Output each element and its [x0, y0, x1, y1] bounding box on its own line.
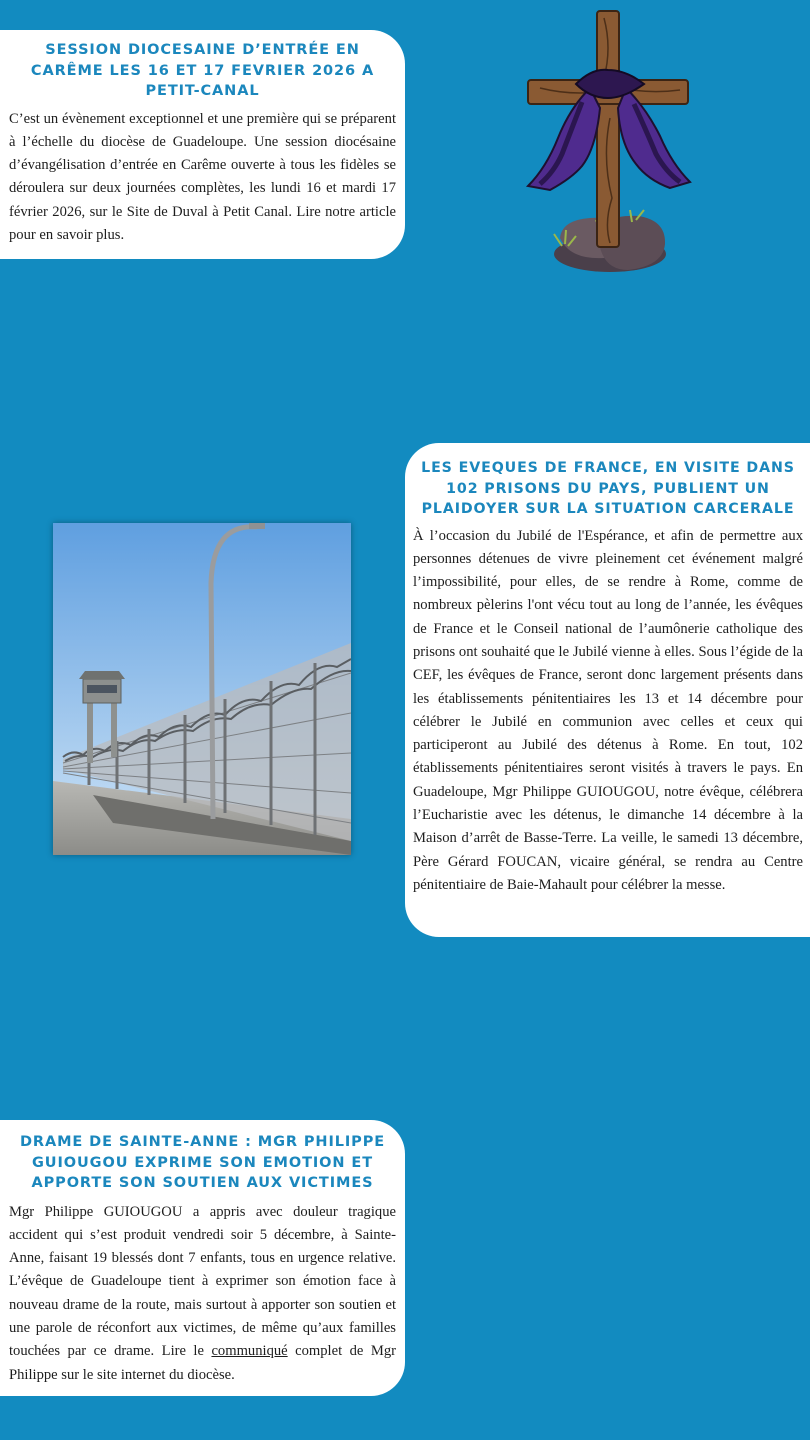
guard-tower-roof — [79, 671, 125, 679]
article-title-sainte-anne[interactable]: DRAME DE SAINTE-ANNE : MGR PHILIPPE GUIOUGOU EXPRIME SON EMOTION ET APPORTE SON SOUTIEN AUX VICTIMES — [19, 1134, 386, 1191]
article-title-prisons[interactable]: LES EVEQUES DE FRANCE, EN VISITE DANS 102 PRISONS DU PAYS, PUBLIENT UN PLAIDOYER SUR LA SITUATION CARCERALE — [421, 460, 795, 517]
article-card-prisons — [405, 443, 810, 937]
prison-fence-photo — [53, 523, 351, 855]
street-lamp-head — [249, 523, 265, 529]
article-card-sainte-anne — [0, 1120, 405, 1396]
article-body-sainte-anne-part1: Mgr Philippe GUIOUGOU a appris avec douleur tragique accident qui s’est produit vendredi soir 5 décembre, à Sainte-Anne, faisant 19 blessés dont 7 enfants, tous en urgence relative. L’évêque de Guadeloupe tient à exprimer son émotion face à nouveau drame de la route, mais surtout à apporter son soutien et une parole de réconfort aux victimes, de même qu’aux familles touchées par ce drame. Lire le — [9, 1203, 396, 1360]
article-title-lent-session[interactable]: SESSION DIOCESAINE D’ENTRÉE EN CARÊME LES 16 ET 17 FEVRIER 2026 A PETIT-CANAL — [30, 42, 375, 99]
article-body-sainte-anne — [9, 1201, 396, 1387]
article-body-sainte-anne-part2: complet de Mgr Philippe sur le site internet du diocèse. — [9, 1343, 396, 1383]
article-body-prisons: À l’occasion du Jubilé de l'Espérance, et afin de permettre aux personnes détenues de vivre pleinement cet événement malgré l’impossibilité, pour elles, de se rendre à Rome, comme de nombreux pèlerins l'ont vécu tout au long de l’année, les évêques de France et le Conseil national de l’aumônerie catholique des prisons ont souhaité que le Jubilé vienne à elles. Sous l’égide de la CEF, les évêques de France, seront donc largement présents dans les établissements pénitentiaires les 13 et 14 décembre pour célébrer le Jubilé en communion avec celles et ceux qui participeront au Jubilé des détenus à Rome. En tout, 102 établissements pénitentiaires seront visités à travers le pays. En Guadeloupe, Mgr Philippe GUIOUGOU, notre évêque, célébrera l’Eucharistie avec les détenus, le dimanche 14 décembre à la Maison d’arrêt de Basse-Terre. La veille, le samedi 13 décembre, Père Gérard FOUCAN, vicaire général, se rendra au Centre pénitentiaire de Baie-Mahault pour célébrer la messe. — [413, 527, 803, 893]
communique-link[interactable]: communiqué — [211, 1343, 288, 1360]
lent-cross-illustration — [520, 8, 695, 280]
guard-tower-window — [87, 685, 117, 693]
article-card-lent-session — [0, 30, 405, 259]
article-body-lent-session: C’est un évènement exceptionnel et une première qui se préparent à l’échelle du diocèse de Guadeloupe. Une session diocésaine d’évangélisation d’entrée en Carême ouverte à tous les fidèles se déroulera sur deux journées complètes, les lundi 16 et mardi 17 février 2026, sur le Site de Duval à Petit Canal. Lire notre article pour en savoir plus. — [9, 110, 396, 243]
